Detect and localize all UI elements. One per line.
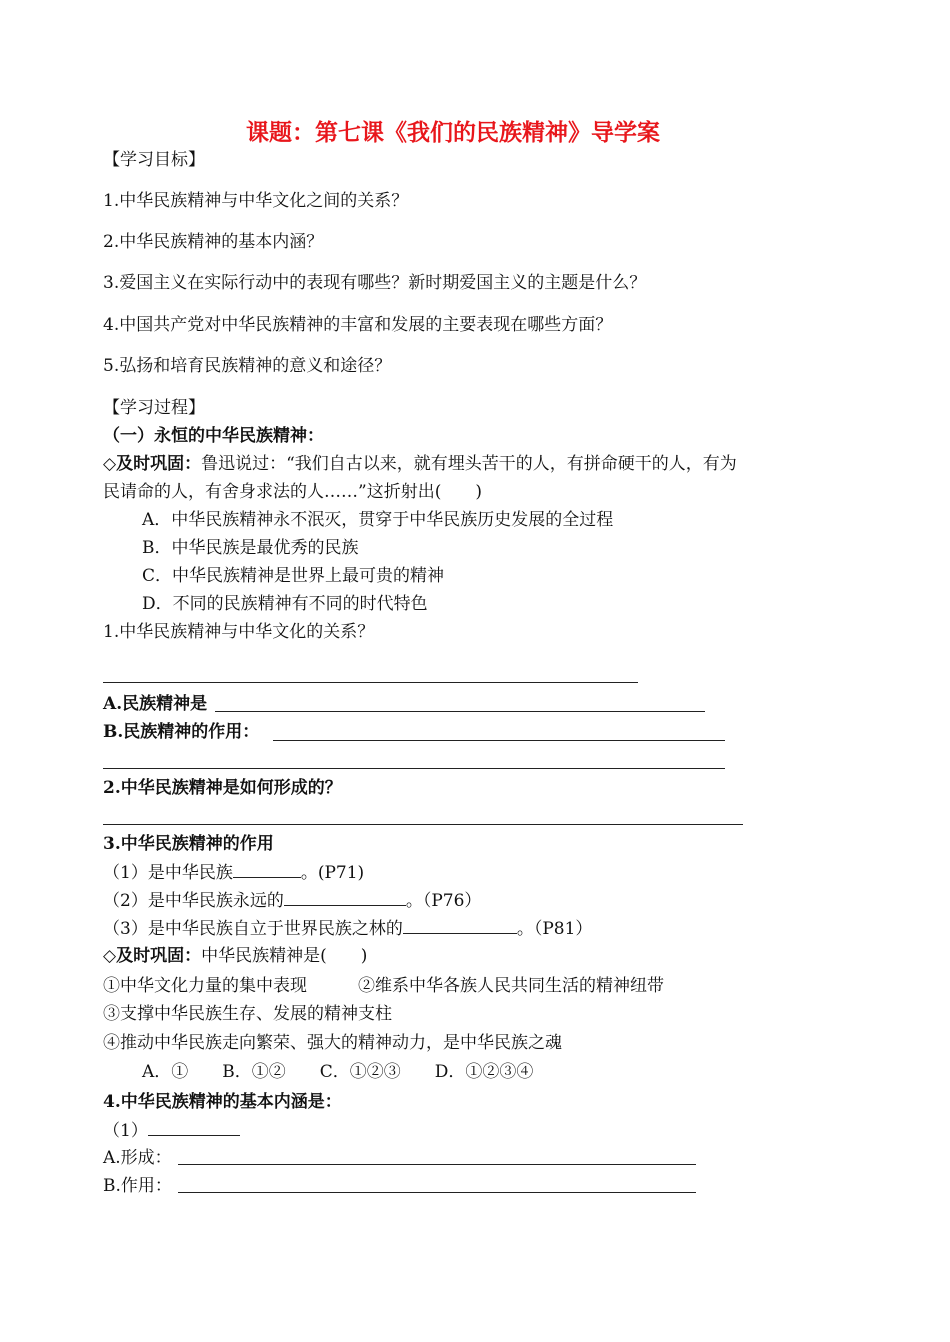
- quiz2-line2: ③支撑中华民族生存、发展的精神支柱: [103, 1004, 392, 1024]
- process-heading: 【学习过程】: [103, 398, 205, 418]
- quiz1-option-c: C．中华民族精神是世界上最可贵的精神: [142, 566, 445, 586]
- answer-line[interactable]: [273, 740, 725, 741]
- answer-line[interactable]: [103, 768, 725, 769]
- goal-item: 5.弘扬和培育民族精神的意义和途径？: [103, 356, 392, 376]
- q3-item-1-post: 。(P71): [300, 863, 365, 883]
- question-4: 4.中华民族精神的基本内涵是：: [103, 1092, 342, 1112]
- goal-item: 2.中华民族精神的基本内涵？: [103, 232, 324, 252]
- answer-line[interactable]: [178, 1164, 696, 1165]
- quiz2-choices: A．① B．①② C．①②③ D．①②③④: [142, 1062, 534, 1082]
- question-1: 1.中华民族精神与中华文化的关系？: [103, 622, 375, 642]
- blank-field[interactable]: [148, 1118, 240, 1136]
- answer-line[interactable]: [103, 682, 638, 683]
- q3-item-3: [103, 916, 592, 941]
- quiz1-option-a: A．中华民族精神永不泯灭，贯穿于中华民族历史发展的全过程: [142, 510, 614, 530]
- section1-heading: （一）永恒的中华民族精神：: [103, 426, 324, 446]
- page-title: 课题：第七课《我们的民族精神》导学案: [246, 119, 660, 146]
- goal-item: 4.中国共产党对中华民族精神的丰富和发展的主要表现在哪些方面？: [103, 315, 613, 335]
- quiz1-stem-line2: 民请命的人，有舍身求法的人……”这折射出( ): [103, 482, 482, 502]
- quiz1-option-b: B．中华民族是最优秀的民族: [142, 538, 359, 558]
- quiz2-label: ◇及时巩固：: [103, 946, 202, 966]
- q3-item-2-post: 。（P76）: [405, 891, 482, 911]
- quiz1-option-d: D．不同的民族精神有不同的时代特色: [142, 594, 428, 614]
- q3-item-1: [103, 860, 364, 885]
- quiz1-stem: [103, 452, 737, 476]
- blank-field[interactable]: [284, 888, 406, 906]
- q3-item-2: [103, 888, 481, 913]
- q3-item-3-pre: （3）是中华民族自立于世界民族之林的: [103, 919, 403, 939]
- question-3: 3.中华民族精神的作用: [103, 834, 274, 854]
- q3-item-2-pre: （2）是中华民族永远的: [103, 891, 284, 911]
- goals-heading: 【学习目标】: [103, 150, 205, 170]
- quiz1-stem-line1: 鲁迅说过：“我们自古以来，就有埋头苦干的人，有拼命硬干的人，有为: [201, 454, 737, 474]
- answer-line[interactable]: [215, 711, 705, 712]
- question-4a: A.形成：: [103, 1148, 172, 1168]
- quiz2-line3: ④推动中华民族走向繁荣、强大的精神动力，是中华民族之魂: [103, 1033, 562, 1053]
- quiz2-stem-text: 中华民族精神是( ): [201, 946, 368, 966]
- blank-field[interactable]: [403, 916, 517, 934]
- quiz2-stem: [103, 944, 367, 968]
- question-1b: B.民族精神的作用：: [103, 722, 260, 742]
- question-2: 2.中华民族精神是如何形成的？: [103, 778, 342, 798]
- goal-item: 1.中华民族精神与中华文化之间的关系？: [103, 191, 409, 211]
- q3-item-1-pre: （1）是中华民族: [103, 863, 233, 883]
- blank-field[interactable]: [233, 860, 301, 878]
- goal-item: 3.爱国主义在实际行动中的表现有哪些？新时期爱国主义的主题是什么？: [103, 273, 647, 293]
- q4-item-1-label: （1）: [103, 1121, 148, 1141]
- q4-item-1: [103, 1118, 240, 1143]
- question-4b: B.作用：: [103, 1176, 172, 1196]
- question-1a: A.民族精神是: [103, 694, 208, 714]
- answer-line[interactable]: [178, 1192, 696, 1193]
- answer-line[interactable]: [103, 824, 743, 825]
- quiz2-line1: ①中华文化力量的集中表现 ②维系中华各族人民共同生活的精神纽带: [103, 976, 664, 996]
- quiz1-label: ◇及时巩固：: [103, 454, 202, 474]
- q3-item-3-post: 。（P81）: [516, 919, 593, 939]
